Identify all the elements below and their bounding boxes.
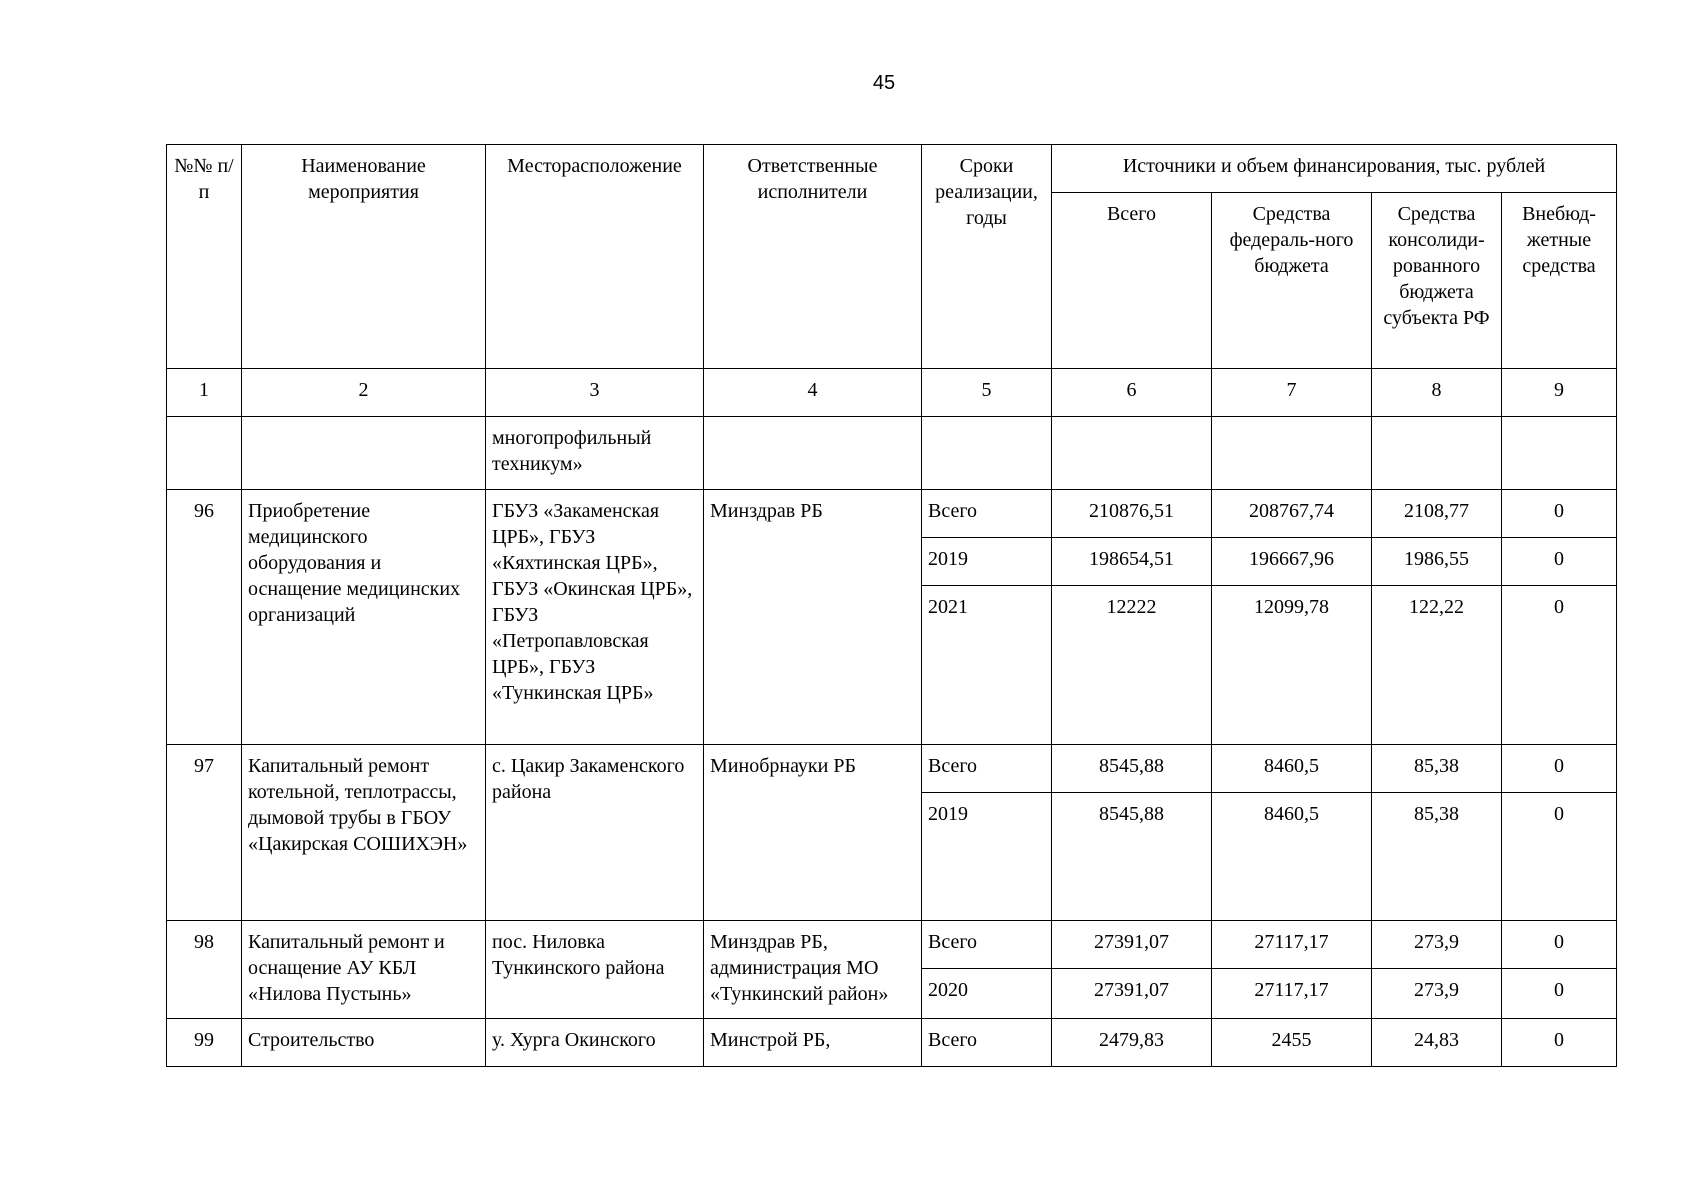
cell-period: Всего <box>922 745 1052 793</box>
header-col-number: №№ п/п <box>167 145 242 369</box>
cell-extrabudget: 0 <box>1502 586 1617 745</box>
cell-name: Строительство <box>242 1019 486 1067</box>
cell-total: 210876,51 <box>1052 490 1212 538</box>
cell-location: с. Цакир Закаменского района <box>486 745 704 921</box>
header-col-executor: Ответственные исполнители <box>704 145 922 369</box>
table-row <box>167 921 1617 969</box>
cell-federal: 196667,96 <box>1212 538 1372 586</box>
cell-federal: 208767,74 <box>1212 490 1372 538</box>
cell-total: 27391,07 <box>1052 969 1212 1019</box>
cell-extrabudget: 0 <box>1502 1019 1617 1067</box>
column-number: 7 <box>1212 369 1372 417</box>
column-number: 4 <box>704 369 922 417</box>
column-number: 1 <box>167 369 242 417</box>
table-row <box>167 745 1617 793</box>
cell-number: 98 <box>167 921 242 1019</box>
header-col-total: Всего <box>1052 193 1212 369</box>
cell-executor: Минздрав РБ, администрация МО «Тункинский район» <box>704 921 922 1019</box>
cell-regional: 2108,77 <box>1372 490 1502 538</box>
cell-federal: 8460,5 <box>1212 793 1372 921</box>
cell-total: 12222 <box>1052 586 1212 745</box>
cell-federal: 2455 <box>1212 1019 1372 1067</box>
cell-regional: 122,22 <box>1372 586 1502 745</box>
column-number: 2 <box>242 369 486 417</box>
column-number: 8 <box>1372 369 1502 417</box>
column-number: 3 <box>486 369 704 417</box>
cell-number: 96 <box>167 490 242 745</box>
cell-name: Капитальный ремонт котельной, теплотрассы, дымовой трубы в ГБОУ «Цакирская СОШИХЭН» <box>242 745 486 921</box>
cell-total: 8545,88 <box>1052 745 1212 793</box>
cell-location: у. Хурга Окинского <box>486 1019 704 1067</box>
column-number: 6 <box>1052 369 1212 417</box>
cell-extrabudget: 0 <box>1502 490 1617 538</box>
cell-number: 99 <box>167 1019 242 1067</box>
cell-total: 8545,88 <box>1052 793 1212 921</box>
cell-extrabudget: 0 <box>1502 921 1617 969</box>
cell-name: Капитальный ремонт и оснащение АУ КБЛ «Нилова Пустынь» <box>242 921 486 1019</box>
cell-total: 198654,51 <box>1052 538 1212 586</box>
cell-regional: 85,38 <box>1372 793 1502 921</box>
cell-location: многопрофильный техникум» <box>486 417 704 490</box>
cell-federal: 12099,78 <box>1212 586 1372 745</box>
cell-federal: 27117,17 <box>1212 969 1372 1019</box>
cell-federal: 8460,5 <box>1212 745 1372 793</box>
cell-period: 2021 <box>922 586 1052 745</box>
cell-federal: 27117,17 <box>1212 921 1372 969</box>
cell-executor: Минстрой РБ, <box>704 1019 922 1067</box>
cell-executor: Минобрнауки РБ <box>704 745 922 921</box>
header-col-federal: Средства федераль-ного бюджета <box>1212 193 1372 369</box>
cell-location: пос. Ниловка Тункинского района <box>486 921 704 1019</box>
cell-regional: 273,9 <box>1372 921 1502 969</box>
cell-regional: 24,83 <box>1372 1019 1502 1067</box>
cell-total: 2479,83 <box>1052 1019 1212 1067</box>
cell-regional: 85,38 <box>1372 745 1502 793</box>
financing-table <box>166 144 1617 1067</box>
cell-regional: 273,9 <box>1372 969 1502 1019</box>
cell-period: Всего <box>922 490 1052 538</box>
header-col-location: Месторасположение <box>486 145 704 369</box>
cell-extrabudget: 0 <box>1502 969 1617 1019</box>
cell-number: 97 <box>167 745 242 921</box>
cell-period: 2020 <box>922 969 1052 1019</box>
cell-regional: 1986,55 <box>1372 538 1502 586</box>
table-header-row <box>167 145 1617 193</box>
cell-location: ГБУЗ «Закаменская ЦРБ», ГБУЗ «Кяхтинская ЦРБ», ГБУЗ «Окинская ЦРБ», ГБУЗ «Петропавловская ЦРБ», ГБУЗ «Тункинская ЦРБ» <box>486 490 704 745</box>
header-col-regional: Средства консолиди-рованного бюджета субъекта РФ <box>1372 193 1502 369</box>
cell-extrabudget: 0 <box>1502 538 1617 586</box>
cell-period: Всего <box>922 1019 1052 1067</box>
header-col-name: Наименование мероприятия <box>242 145 486 369</box>
table-row <box>167 1019 1617 1067</box>
table-row <box>167 490 1617 538</box>
cell-period: 2019 <box>922 793 1052 921</box>
header-col-period: Сроки реализации, годы <box>922 145 1052 369</box>
column-numbers-row <box>167 369 1617 417</box>
cell-name: Приобретение медицинского оборудования и оснащение медицинских организаций <box>242 490 486 745</box>
page-number: 45 <box>872 72 896 94</box>
column-number: 5 <box>922 369 1052 417</box>
header-col-extrabudget: Внебюд-жетные средства <box>1502 193 1617 369</box>
cell-executor: Минздрав РБ <box>704 490 922 745</box>
continuation-row <box>167 417 1617 490</box>
cell-total: 27391,07 <box>1052 921 1212 969</box>
cell-period: 2019 <box>922 538 1052 586</box>
cell-extrabudget: 0 <box>1502 793 1617 921</box>
cell-period: Всего <box>922 921 1052 969</box>
cell-extrabudget: 0 <box>1502 745 1617 793</box>
column-number: 9 <box>1502 369 1617 417</box>
header-financing: Источники и объем финансирования, тыс. рублей <box>1052 145 1617 193</box>
